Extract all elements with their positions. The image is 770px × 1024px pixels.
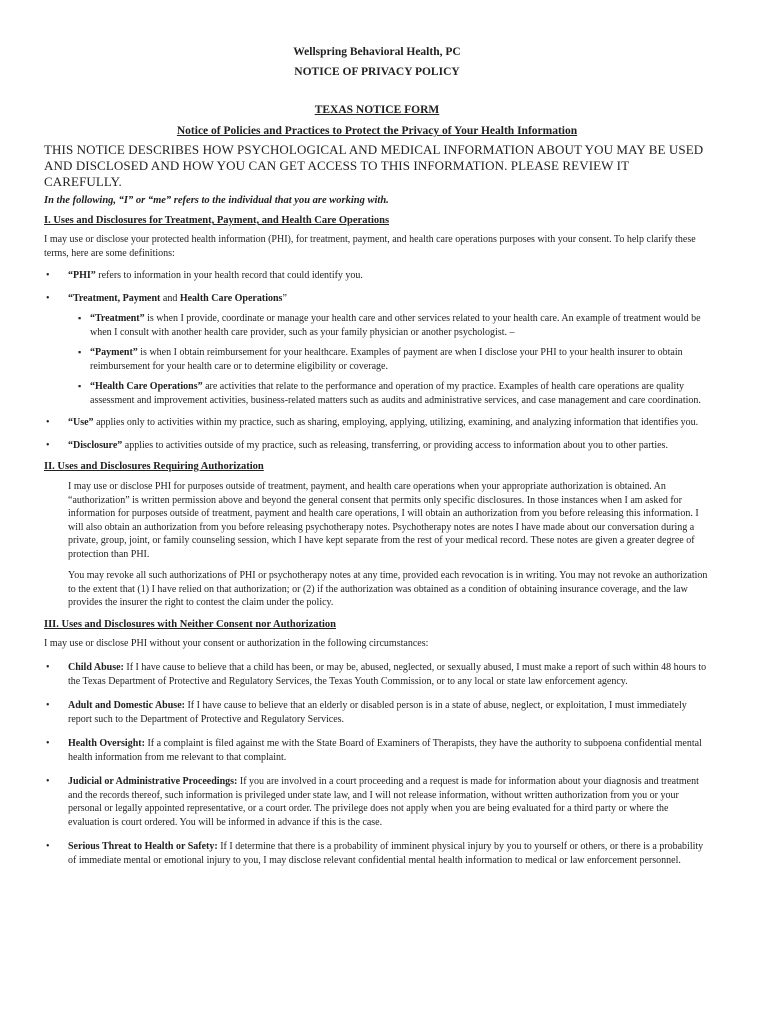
tpo-close: ” <box>282 292 287 304</box>
text-adult-domestic-abuse: If I have cause to believe that an elderly or disabled person is in a state of abuse, neglect, or exploitation, I must immediately report such to the Department of Protective and Regulatory Services. <box>68 700 687 725</box>
caps-notice: THIS NOTICE DESCRIBES HOW PSYCHOLOGICAL AND MEDICAL INFORMATION ABOUT YOU MAY BE USED AND DISCLOSED AND HOW YOU CAN GET ACCESS TO THIS INFORMATION. PLEASE REVIEW IT CAREFULLY. <box>44 142 704 189</box>
section-1-title: I. Uses and Disclosures for Treatment, Payment, and Health Care Operations <box>44 215 390 226</box>
text-child-abuse: If I have cause to believe that a child has been, or may be, abused, neglected, or sexually abused, I must make a report of such within 48 hours to the Texas Department of Protective and Regulatory Services, the Texas Youth Commission, or to any local or state law enforcement agency. <box>68 662 707 687</box>
definition-phi: refers to information in your health record that could identify you. <box>95 270 363 281</box>
practice-name: Wellspring Behavioral Health, PC <box>293 46 461 58</box>
definition-use: applies only to activities within my practice, such as sharing, employing, applying, utilizing, examining, and analyzing information that identifies you. <box>93 417 699 428</box>
text-judicial-proceedings: If you are involved in a court proceeding and a request is made for information about your diagnosis and treatment and the records thereof, such information is privileged under state law, and I will not release information, without written authorization from you or your personal or legally appointed representative, or a court order. The privilege does not apply when you are being evaluated for a third party or where the evaluation is court ordered. You will be informed in advance if this is the case. <box>68 776 699 828</box>
list-item-disclosure <box>44 439 710 453</box>
definition-treatment: is when I provide, coordinate or manage your health care and other services related to your health care. An example of treatment would be when I consult with another health care provider, such as your family physician or another psychologist. – <box>90 313 701 338</box>
list-item-judicial-proceedings <box>44 775 710 829</box>
section-3-title: III. Uses and Disclosures with Neither Consent nor Authorization <box>44 618 336 630</box>
bullet-icon: • <box>46 439 50 451</box>
square-bullet-icon: ▪ <box>78 313 82 323</box>
square-bullet-icon: ▪ <box>78 347 82 357</box>
term-tpo-1: “Treatment, Payment <box>68 292 161 304</box>
square-bullet-icon: ▪ <box>78 381 82 391</box>
term-serious-threat: Serious Threat to Health or Safety: <box>68 841 218 852</box>
list-item-health-oversight <box>44 737 710 764</box>
circumstances-list <box>44 661 710 867</box>
bullet-icon: • <box>46 292 50 304</box>
text-serious-threat: If I determine that there is a probability of imminent physical injury by you to yourself or others, or there is a probability of immediate mental or emotional injury to you, I may disclose relevant confidential mental health information to medical or law enforcement personnel. <box>68 841 704 866</box>
bullet-icon: • <box>46 417 50 428</box>
section-2-paragraph-2: You may revoke all such authorizations of PHI or psychotherapy notes at any time, provided each revocation is in writing. You may not revoke an authorization to the extent that (1) I have relied on that authorization; or (2) if the authorization was obtained as a condition of obtaining insurance coverage, and the law provides the insurer the right to contest the claim under the policy. <box>68 570 708 608</box>
sub-item-health-care-operations <box>44 380 710 407</box>
list-item-serious-threat <box>44 840 710 867</box>
text-health-oversight: If a complaint is filed against me with the State Board of Examiners of Therapists, they have the authority to subpoena confidential mental health information from me relevant to that complaint. <box>68 738 702 763</box>
term-use: “Use” <box>68 417 94 428</box>
bullet-icon: • <box>46 738 50 749</box>
list-item-child-abuse <box>44 661 710 688</box>
bullet-icon: • <box>46 270 50 281</box>
sub-item-payment <box>44 346 710 373</box>
policy-title: NOTICE OF PRIVACY POLICY <box>294 66 460 78</box>
term-health-oversight: Health Oversight: <box>68 738 145 749</box>
definitions-list <box>44 269 710 452</box>
term-phi: “PHI” <box>68 270 96 281</box>
definition-payment: is when I obtain reimbursement for your healthcare. Examples of payment are when I disclose your PHI to your health insurer to obtain reimbursement for your health care or to determine eligibility or coverage. <box>90 347 683 372</box>
section-3-paragraph: I may use or disclose PHI without your consent or authorization in the following circumstances: <box>44 637 429 649</box>
section-1-paragraph: I may use or disclose your protected health information (PHI), for treatment, payment, and health care operations purposes with your consent. To help clarify these terms, here are some definitions: <box>44 234 696 259</box>
sub-item-treatment <box>44 312 710 339</box>
form-title: TEXAS NOTICE FORM <box>314 104 440 116</box>
term-payment: “Payment” <box>90 347 138 358</box>
bullet-icon: • <box>46 662 50 673</box>
term-adult-domestic-abuse: Adult and Domestic Abuse: <box>68 700 185 711</box>
definition-disclosure: applies to activities outside of my practice, such as releasing, transferring, or providing access to information about you to other parties. <box>122 439 668 451</box>
section-2-title: II. Uses and Disclosures Requiring Authorization <box>44 461 264 472</box>
bullet-icon: • <box>46 700 50 711</box>
term-judicial-proceedings: Judicial or Administrative Proceedings: <box>68 776 238 787</box>
term-disclosure: “Disclosure” <box>68 439 123 451</box>
list-item-adult-domestic-abuse <box>44 699 710 726</box>
bullet-icon: • <box>46 841 50 852</box>
list-item-tpo <box>44 292 710 306</box>
bullet-icon: • <box>46 776 50 787</box>
term-tpo-2: Health Care Operations <box>179 292 283 304</box>
tpo-and: and <box>160 292 180 304</box>
definition-health-care-operations: are activities that relate to the performance and operation of my practice. Examples of health care operations are quality assessment and improvement activities, business-related matters such as audits and administrative services, and case management and care coordination. <box>90 381 701 406</box>
notice-subtitle: Notice of Policies and Practices to Protect the Privacy of Your Health Information <box>176 125 578 137</box>
list-item-use <box>44 416 710 430</box>
section-2-paragraph-1: I may use or disclose PHI for purposes outside of treatment, payment, and health care operations when your appropriate authorization is obtained. An “authorization” is written permission above and beyond the general consent that permits only specific disclosures. In those instances when I am asked for information for purposes outside of treatment, payment and health care operations, I will obtain an authorization from you before releasing this information. I will also obtain an authorization from you before releasing psychotherapy notes. Psychotherapy notes are notes I have made about our conversation during a private, group, joint, or family counseling session, which I have kept separate from the rest of your medical record. These notes are given a greater degree of protection than PHI. <box>68 481 699 560</box>
list-item-phi <box>44 269 710 283</box>
intro-line: In the following, “I” or “me” refers to the individual that you are working with. <box>44 195 389 206</box>
term-child-abuse: Child Abuse: <box>68 662 124 673</box>
term-treatment: “Treatment” <box>90 313 145 324</box>
term-health-care-operations: “Health Care Operations” <box>90 381 203 392</box>
